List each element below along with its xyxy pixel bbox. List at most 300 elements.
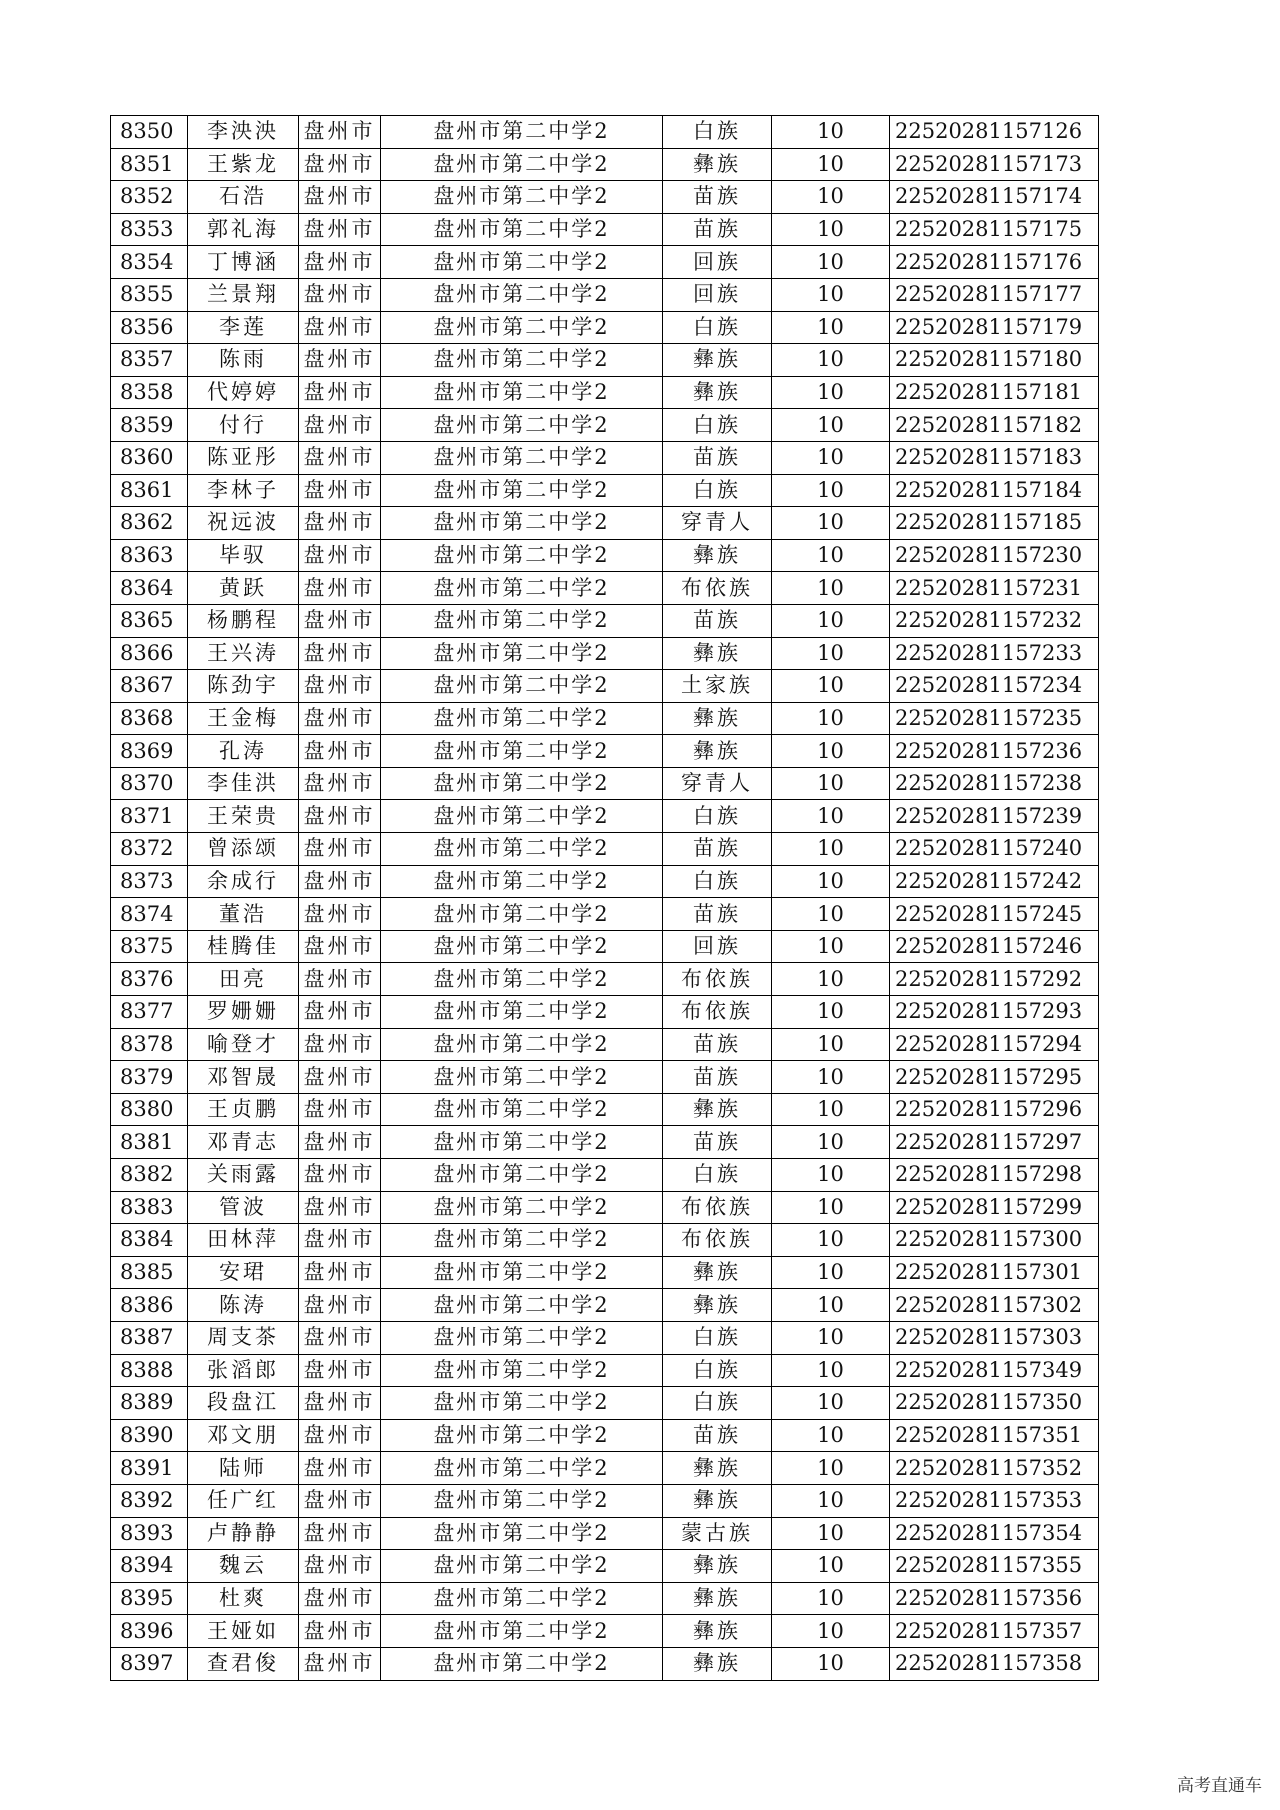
watermark-text: 高考直通车 [1177,1776,1262,1796]
ethnicity-cell: 彝族 [663,1289,772,1322]
school-cell: 盘州市第二中学2 [381,1224,663,1257]
name-cell: 田林萍 [188,1224,299,1257]
grade-cell: 10 [772,1647,890,1680]
city-cell: 盘州市 [299,1517,381,1550]
name-cell: 罗姗姗 [188,996,299,1029]
seq-cell: 8364 [111,572,188,605]
table-row [111,735,1099,768]
exam-number-cell: 22520281157299 [890,1191,1099,1224]
ethnicity-cell: 布依族 [663,1224,772,1257]
school-cell: 盘州市第二中学2 [381,1387,663,1420]
ethnicity-cell: 布依族 [663,1191,772,1224]
exam-number-cell: 22520281157303 [890,1321,1099,1354]
grade-cell: 10 [772,409,890,442]
city-cell: 盘州市 [299,1159,381,1192]
city-cell: 盘州市 [299,1419,381,1452]
ethnicity-cell: 布依族 [663,963,772,996]
exam-number-cell: 22520281157184 [890,474,1099,507]
exam-number-cell: 22520281157185 [890,507,1099,540]
grade-cell: 10 [772,1452,890,1485]
grade-cell: 10 [772,1615,890,1648]
seq-cell: 8388 [111,1354,188,1387]
table-row [111,963,1099,996]
seq-cell: 8393 [111,1517,188,1550]
exam-number-cell: 22520281157179 [890,311,1099,344]
name-cell: 王紫龙 [188,148,299,181]
grade-cell: 10 [772,1224,890,1257]
grade-cell: 10 [772,1582,890,1615]
exam-number-cell: 22520281157175 [890,213,1099,246]
exam-number-cell: 22520281157236 [890,735,1099,768]
name-cell: 代婷婷 [188,376,299,409]
school-cell: 盘州市第二中学2 [381,604,663,637]
school-cell: 盘州市第二中学2 [381,865,663,898]
grade-cell: 10 [772,1191,890,1224]
exam-number-cell: 22520281157296 [890,1093,1099,1126]
exam-number-cell: 22520281157300 [890,1224,1099,1257]
seq-cell: 8374 [111,898,188,931]
seq-cell: 8372 [111,833,188,866]
name-cell: 王金梅 [188,702,299,735]
school-cell: 盘州市第二中学2 [381,1484,663,1517]
table-row [111,1387,1099,1420]
seq-cell: 8394 [111,1550,188,1583]
seq-cell: 8390 [111,1419,188,1452]
grade-cell: 10 [772,539,890,572]
name-cell: 张滔郎 [188,1354,299,1387]
ethnicity-cell: 白族 [663,1354,772,1387]
city-cell: 盘州市 [299,376,381,409]
exam-number-cell: 22520281157180 [890,344,1099,377]
exam-number-cell: 22520281157177 [890,278,1099,311]
seq-cell: 8384 [111,1224,188,1257]
name-cell: 周支茶 [188,1321,299,1354]
exam-number-cell: 22520281157126 [890,116,1099,149]
name-cell: 兰景翔 [188,278,299,311]
table-row [111,930,1099,963]
grade-cell: 10 [772,996,890,1029]
grade-cell: 10 [772,181,890,214]
grade-cell: 10 [772,833,890,866]
ethnicity-cell: 白族 [663,1159,772,1192]
ethnicity-cell: 苗族 [663,1419,772,1452]
ethnicity-cell: 苗族 [663,441,772,474]
city-cell: 盘州市 [299,213,381,246]
table-row [111,996,1099,1029]
grade-cell: 10 [772,898,890,931]
table-row [111,800,1099,833]
school-cell: 盘州市第二中学2 [381,409,663,442]
seq-cell: 8360 [111,441,188,474]
city-cell: 盘州市 [299,1126,381,1159]
ethnicity-cell: 布依族 [663,572,772,605]
seq-cell: 8353 [111,213,188,246]
seq-cell: 8382 [111,1159,188,1192]
school-cell: 盘州市第二中学2 [381,1354,663,1387]
grade-cell: 10 [772,1419,890,1452]
city-cell: 盘州市 [299,930,381,963]
seq-cell: 8357 [111,344,188,377]
ethnicity-cell: 回族 [663,278,772,311]
seq-cell: 8361 [111,474,188,507]
seq-cell: 8376 [111,963,188,996]
exam-number-cell: 22520281157181 [890,376,1099,409]
table-row [111,767,1099,800]
grade-cell: 10 [772,344,890,377]
school-cell: 盘州市第二中学2 [381,637,663,670]
city-cell: 盘州市 [299,1387,381,1420]
city-cell: 盘州市 [299,507,381,540]
city-cell: 盘州市 [299,865,381,898]
name-cell: 李泱泱 [188,116,299,149]
name-cell: 桂腾佳 [188,930,299,963]
grade-cell: 10 [772,604,890,637]
grade-cell: 10 [772,670,890,703]
ethnicity-cell: 白族 [663,409,772,442]
table-row [111,246,1099,279]
grade-cell: 10 [772,735,890,768]
exam-number-cell: 22520281157239 [890,800,1099,833]
exam-number-cell: 22520281157353 [890,1484,1099,1517]
city-cell: 盘州市 [299,409,381,442]
school-cell: 盘州市第二中学2 [381,767,663,800]
exam-number-cell: 22520281157242 [890,865,1099,898]
grade-cell: 10 [772,1517,890,1550]
city-cell: 盘州市 [299,800,381,833]
exam-number-cell: 22520281157176 [890,246,1099,279]
table-row [111,1191,1099,1224]
table-row [111,311,1099,344]
ethnicity-cell: 穿青人 [663,507,772,540]
city-cell: 盘州市 [299,702,381,735]
ethnicity-cell: 彝族 [663,735,772,768]
name-cell: 石浩 [188,181,299,214]
city-cell: 盘州市 [299,1354,381,1387]
name-cell: 卢静静 [188,1517,299,1550]
seq-cell: 8370 [111,767,188,800]
exam-number-cell: 22520281157297 [890,1126,1099,1159]
seq-cell: 8385 [111,1256,188,1289]
name-cell: 董浩 [188,898,299,931]
grade-cell: 10 [772,507,890,540]
school-cell: 盘州市第二中学2 [381,1582,663,1615]
table-row [111,1550,1099,1583]
name-cell: 关雨露 [188,1159,299,1192]
table-row [111,1289,1099,1322]
table-row [111,409,1099,442]
seq-cell: 8373 [111,865,188,898]
grade-cell: 10 [772,930,890,963]
name-cell: 陈劲宇 [188,670,299,703]
name-cell: 安珺 [188,1256,299,1289]
school-cell: 盘州市第二中学2 [381,213,663,246]
school-cell: 盘州市第二中学2 [381,996,663,1029]
grade-cell: 10 [772,116,890,149]
grade-cell: 10 [772,1289,890,1322]
ethnicity-cell: 土家族 [663,670,772,703]
name-cell: 王荣贵 [188,800,299,833]
name-cell: 李林子 [188,474,299,507]
grade-cell: 10 [772,767,890,800]
name-cell: 田亮 [188,963,299,996]
city-cell: 盘州市 [299,148,381,181]
name-cell: 邓智晟 [188,1061,299,1094]
ethnicity-cell: 蒙古族 [663,1517,772,1550]
table-row [111,539,1099,572]
school-cell: 盘州市第二中学2 [381,1615,663,1648]
exam-number-cell: 22520281157292 [890,963,1099,996]
grade-cell: 10 [772,1028,890,1061]
table-row [111,181,1099,214]
exam-number-cell: 22520281157356 [890,1582,1099,1615]
ethnicity-cell: 白族 [663,1321,772,1354]
seq-cell: 8395 [111,1582,188,1615]
name-cell: 黄跃 [188,572,299,605]
exam-number-cell: 22520281157233 [890,637,1099,670]
seq-cell: 8397 [111,1647,188,1680]
table-row [111,474,1099,507]
exam-number-cell: 22520281157294 [890,1028,1099,1061]
school-cell: 盘州市第二中学2 [381,1289,663,1322]
grade-cell: 10 [772,1061,890,1094]
ethnicity-cell: 苗族 [663,181,772,214]
grade-cell: 10 [772,800,890,833]
ethnicity-cell: 苗族 [663,1028,772,1061]
exam-number-cell: 22520281157351 [890,1419,1099,1452]
name-cell: 段盘江 [188,1387,299,1420]
city-cell: 盘州市 [299,181,381,214]
table-row [111,1582,1099,1615]
school-cell: 盘州市第二中学2 [381,702,663,735]
name-cell: 李佳洪 [188,767,299,800]
school-cell: 盘州市第二中学2 [381,735,663,768]
ethnicity-cell: 彝族 [663,539,772,572]
grade-cell: 10 [772,213,890,246]
seq-cell: 8369 [111,735,188,768]
seq-cell: 8371 [111,800,188,833]
school-cell: 盘州市第二中学2 [381,507,663,540]
exam-number-cell: 22520281157302 [890,1289,1099,1322]
grade-cell: 10 [772,441,890,474]
city-cell: 盘州市 [299,996,381,1029]
student-roster-table [110,115,1099,1681]
ethnicity-cell: 彝族 [663,1093,772,1126]
ethnicity-cell: 苗族 [663,213,772,246]
table-row [111,1419,1099,1452]
name-cell: 孔涛 [188,735,299,768]
seq-cell: 8396 [111,1615,188,1648]
city-cell: 盘州市 [299,1615,381,1648]
city-cell: 盘州市 [299,898,381,931]
seq-cell: 8363 [111,539,188,572]
school-cell: 盘州市第二中学2 [381,311,663,344]
exam-number-cell: 22520281157245 [890,898,1099,931]
table-row [111,1321,1099,1354]
table-row [111,344,1099,377]
city-cell: 盘州市 [299,1452,381,1485]
city-cell: 盘州市 [299,1093,381,1126]
name-cell: 邓青志 [188,1126,299,1159]
seq-cell: 8358 [111,376,188,409]
grade-cell: 10 [772,1550,890,1583]
ethnicity-cell: 彝族 [663,702,772,735]
seq-cell: 8379 [111,1061,188,1094]
exam-number-cell: 22520281157234 [890,670,1099,703]
seq-cell: 8356 [111,311,188,344]
ethnicity-cell: 白族 [663,865,772,898]
seq-cell: 8359 [111,409,188,442]
school-cell: 盘州市第二中学2 [381,278,663,311]
table-row [111,1256,1099,1289]
grade-cell: 10 [772,1354,890,1387]
city-cell: 盘州市 [299,441,381,474]
grade-cell: 10 [772,1093,890,1126]
ethnicity-cell: 彝族 [663,637,772,670]
table-row [111,670,1099,703]
school-cell: 盘州市第二中学2 [381,1159,663,1192]
city-cell: 盘州市 [299,604,381,637]
grade-cell: 10 [772,702,890,735]
school-cell: 盘州市第二中学2 [381,572,663,605]
exam-number-cell: 22520281157355 [890,1550,1099,1583]
school-cell: 盘州市第二中学2 [381,246,663,279]
table-row [111,833,1099,866]
seq-cell: 8365 [111,604,188,637]
ethnicity-cell: 苗族 [663,833,772,866]
school-cell: 盘州市第二中学2 [381,963,663,996]
name-cell: 王兴涛 [188,637,299,670]
city-cell: 盘州市 [299,1484,381,1517]
grade-cell: 10 [772,637,890,670]
seq-cell: 8366 [111,637,188,670]
school-cell: 盘州市第二中学2 [381,1126,663,1159]
table-row [111,1126,1099,1159]
ethnicity-cell: 彝族 [663,376,772,409]
name-cell: 杨鹏程 [188,604,299,637]
name-cell: 管波 [188,1191,299,1224]
school-cell: 盘州市第二中学2 [381,376,663,409]
ethnicity-cell: 布依族 [663,996,772,1029]
ethnicity-cell: 回族 [663,246,772,279]
seq-cell: 8387 [111,1321,188,1354]
school-cell: 盘州市第二中学2 [381,1517,663,1550]
exam-number-cell: 22520281157235 [890,702,1099,735]
name-cell: 李莲 [188,311,299,344]
table-row [111,1028,1099,1061]
table-row [111,376,1099,409]
roster-body [111,116,1099,1681]
city-cell: 盘州市 [299,767,381,800]
grade-cell: 10 [772,474,890,507]
city-cell: 盘州市 [299,833,381,866]
table-row [111,1093,1099,1126]
city-cell: 盘州市 [299,572,381,605]
ethnicity-cell: 穿青人 [663,767,772,800]
school-cell: 盘州市第二中学2 [381,1321,663,1354]
table-row [111,1484,1099,1517]
exam-number-cell: 22520281157298 [890,1159,1099,1192]
school-cell: 盘州市第二中学2 [381,670,663,703]
city-cell: 盘州市 [299,1550,381,1583]
school-cell: 盘州市第二中学2 [381,148,663,181]
city-cell: 盘州市 [299,637,381,670]
name-cell: 魏云 [188,1550,299,1583]
seq-cell: 8380 [111,1093,188,1126]
exam-number-cell: 22520281157230 [890,539,1099,572]
table-row [111,1224,1099,1257]
name-cell: 余成行 [188,865,299,898]
table-row [111,441,1099,474]
table-row [111,572,1099,605]
exam-number-cell: 22520281157231 [890,572,1099,605]
name-cell: 王娅如 [188,1615,299,1648]
name-cell: 付行 [188,409,299,442]
exam-number-cell: 22520281157349 [890,1354,1099,1387]
ethnicity-cell: 白族 [663,800,772,833]
grade-cell: 10 [772,1484,890,1517]
exam-number-cell: 22520281157183 [890,441,1099,474]
seq-cell: 8368 [111,702,188,735]
name-cell: 曾添颂 [188,833,299,866]
school-cell: 盘州市第二中学2 [381,930,663,963]
seq-cell: 8391 [111,1452,188,1485]
ethnicity-cell: 白族 [663,311,772,344]
ethnicity-cell: 彝族 [663,1615,772,1648]
table-row [111,865,1099,898]
table-row [111,1159,1099,1192]
city-cell: 盘州市 [299,1061,381,1094]
seq-cell: 8354 [111,246,188,279]
city-cell: 盘州市 [299,1647,381,1680]
table-row [111,1647,1099,1680]
ethnicity-cell: 彝族 [663,344,772,377]
school-cell: 盘州市第二中学2 [381,441,663,474]
school-cell: 盘州市第二中学2 [381,800,663,833]
seq-cell: 8362 [111,507,188,540]
ethnicity-cell: 白族 [663,116,772,149]
school-cell: 盘州市第二中学2 [381,539,663,572]
grade-cell: 10 [772,246,890,279]
name-cell: 陈涛 [188,1289,299,1322]
seq-cell: 8386 [111,1289,188,1322]
ethnicity-cell: 彝族 [663,1550,772,1583]
ethnicity-cell: 白族 [663,474,772,507]
seq-cell: 8350 [111,116,188,149]
table-row [111,1354,1099,1387]
exam-number-cell: 22520281157182 [890,409,1099,442]
school-cell: 盘州市第二中学2 [381,1419,663,1452]
seq-cell: 8352 [111,181,188,214]
ethnicity-cell: 苗族 [663,604,772,637]
school-cell: 盘州市第二中学2 [381,1256,663,1289]
school-cell: 盘州市第二中学2 [381,474,663,507]
ethnicity-cell: 彝族 [663,1582,772,1615]
exam-number-cell: 22520281157293 [890,996,1099,1029]
school-cell: 盘州市第二中学2 [381,344,663,377]
school-cell: 盘州市第二中学2 [381,1452,663,1485]
seq-cell: 8381 [111,1126,188,1159]
city-cell: 盘州市 [299,1321,381,1354]
table-row [111,1061,1099,1094]
name-cell: 毕驭 [188,539,299,572]
school-cell: 盘州市第二中学2 [381,1550,663,1583]
ethnicity-cell: 彝族 [663,148,772,181]
ethnicity-cell: 苗族 [663,1061,772,1094]
table-row [111,702,1099,735]
exam-number-cell: 22520281157358 [890,1647,1099,1680]
city-cell: 盘州市 [299,670,381,703]
seq-cell: 8355 [111,278,188,311]
